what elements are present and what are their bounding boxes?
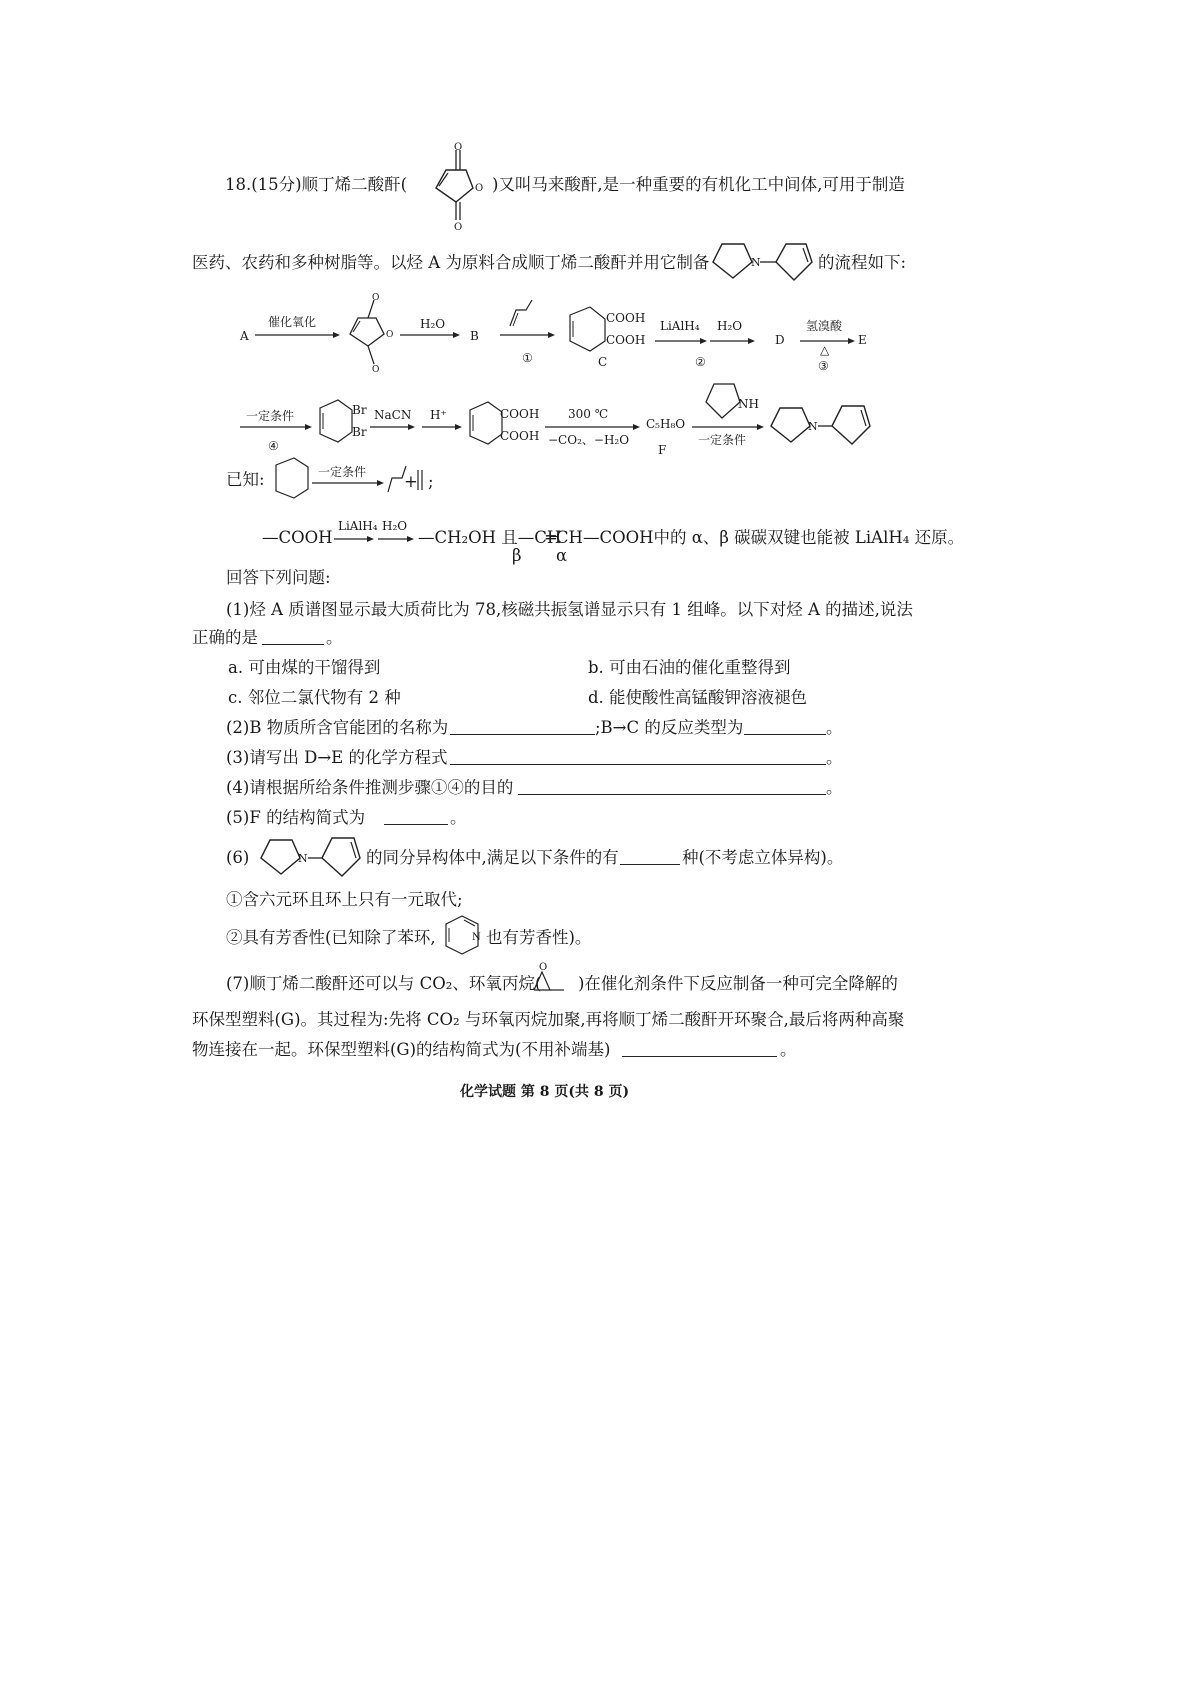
q7-line2: 环保型塑料(G)。其过程为:先将 CO₂ 与环氧丙烷加聚,再将顺丁烯二酸酐开环聚合,最后将两种高聚: [192, 1010, 905, 1029]
compound-a: A: [240, 329, 249, 343]
question-intro-line2-part1: 医药、农药和多种树脂等。以烃 A 为原料合成顺丁烯二酸酐并用它制备: [192, 253, 710, 272]
hbr-label: 氢溴酸: [806, 319, 843, 333]
known-lialh4: LiAlH₄: [338, 519, 378, 533]
q7-end: 。: [780, 1040, 797, 1059]
dibromo-cyclohexene-structure: [312, 398, 356, 446]
q7-line1-b: )在催化剂条件下反应制备一种可完全降解的: [578, 974, 898, 993]
product-structure-scheme: [766, 400, 876, 452]
q1-answer-blank[interactable]: [262, 628, 324, 648]
q3-end: 。: [826, 748, 843, 767]
ethylene-known: [416, 470, 426, 492]
q7-blank[interactable]: [622, 1040, 777, 1060]
alpha-label: α: [556, 546, 568, 565]
q6-cond2-a: ②具有芳香性(已知除了苯环,: [226, 928, 436, 947]
compound-c: C: [598, 355, 608, 369]
arrow-h2o: [400, 330, 460, 340]
compound-d: D: [775, 333, 785, 347]
q2-blank1[interactable]: [450, 718, 595, 738]
cooh-c2: COOH: [606, 333, 646, 347]
nh-label: NH: [738, 397, 759, 411]
butadiene-structure: [506, 298, 536, 328]
h2o-label: H₂O: [420, 317, 446, 331]
formula-f: C₅H₈O: [646, 417, 686, 431]
q1-option-d: d. 能使酸性高锰酸钾溶液褪色: [588, 688, 808, 707]
lialh4-label: LiAlH₄: [660, 319, 700, 333]
known-plus: +: [404, 472, 418, 491]
cat-ox-label: 催化氧化: [268, 315, 317, 329]
page-footer: 化学试题 第 8 页(共 8 页): [460, 1084, 630, 1100]
minus-label: −CO₂、−H₂O: [548, 433, 630, 447]
br2-label: Br: [352, 425, 367, 439]
question-intro-part2: )又叫马来酸酐,是一种重要的有机化工中间体,可用于制造: [492, 175, 905, 194]
maleic-anhydride-structure: [418, 140, 493, 233]
o-atom-s2: O: [372, 365, 380, 375]
answer-header: 回答下列问题:: [226, 568, 331, 587]
propylene-oxide-structure: [530, 960, 574, 994]
q7-line1-a: (7)顺丁烯二酸酐还可以与 CO₂、环氧丙烷(: [226, 974, 542, 993]
arrow-hplus: [422, 422, 462, 432]
q1-text2: 正确的是: [192, 628, 258, 647]
br1-label: Br: [352, 403, 367, 417]
o-atom-ring: O: [475, 183, 484, 194]
beta-label: β: [512, 546, 522, 565]
q6-blank[interactable]: [620, 848, 680, 868]
known-label: 已知:: [226, 470, 265, 489]
arrow-step1: [500, 330, 555, 340]
known-line2-mid: —CH₂OH 且—CH: [418, 528, 562, 547]
arrow-known: [312, 478, 384, 488]
question-intro-line2-part2: 的流程如下:: [818, 253, 907, 272]
q1-option-c: c. 邻位二氯代物有 2 种: [228, 688, 401, 707]
step3-label: ③: [818, 359, 829, 373]
step1-label: ①: [522, 351, 533, 365]
q7-line3: 物连接在一起。环保型塑料(G)的结构简式为(不用补端基): [192, 1040, 611, 1059]
q2-part1: (2)B 物质所含官能团的名称为: [226, 718, 449, 737]
q2-end: 。: [826, 718, 843, 737]
step4-label: ④: [268, 439, 279, 453]
q2-part2: ;B→C 的反应类型为: [595, 718, 744, 737]
cooh-c1: COOH: [606, 311, 646, 325]
q1-text: (1)烃 A 质谱图显示最大质荷比为 78,核磁共振氢谱显示只有 1 组峰。以下对烃 A 的描述,说法: [226, 600, 913, 619]
temp-label: 300 ℃: [568, 407, 609, 421]
q4-blank[interactable]: [518, 778, 826, 798]
target-product-structure: [708, 236, 818, 288]
hplus-label: H⁺: [430, 408, 447, 422]
compound-b: B: [470, 329, 479, 343]
q3-blank[interactable]: [450, 748, 826, 768]
question-intro-part1: 18.(15分)顺丁烯二酸酐(: [225, 175, 408, 194]
cond2-label: 一定条件: [698, 433, 747, 447]
known-semicolon: ;: [428, 472, 434, 491]
q5-text: (5)F 的结构简式为: [226, 808, 366, 827]
q1-option-a: a. 可由煤的干馏得到: [228, 658, 381, 677]
n-atom-pyridine: N: [472, 932, 481, 943]
n-atom-scheme: N: [808, 420, 818, 433]
arrow-step4: [240, 422, 312, 432]
arrow-step2: [655, 336, 755, 346]
q6-mid: 的同分异构体中,满足以下条件的有: [366, 848, 619, 867]
q5-blank[interactable]: [384, 808, 448, 828]
q1-option-b: b. 可由石油的催化重整得到: [588, 658, 791, 677]
n-atom: N: [751, 256, 761, 269]
o-atom-s3: O: [386, 330, 394, 340]
known-h2o: H₂O: [382, 519, 408, 533]
cooh-4: COOH: [500, 429, 540, 443]
cooh-3: COOH: [500, 407, 540, 421]
arrow-known-2: [334, 534, 414, 544]
known-line2-left: —COOH: [262, 528, 333, 547]
arrow-cat-ox: [255, 330, 340, 340]
q6-structure: [256, 832, 366, 884]
o-atom-epoxide: O: [539, 962, 548, 973]
o-atom-top: O: [454, 142, 463, 153]
cyclohexene-known-structure: [268, 456, 312, 502]
o-atom-bottom: O: [454, 222, 463, 233]
q2-blank2[interactable]: [744, 718, 826, 738]
nacn-label: NaCN: [374, 408, 412, 422]
q6-cond1: ①含六元环且环上只有一元取代;: [226, 890, 463, 909]
q3-text: (3)请写出 D→E 的化学方程式: [226, 748, 448, 767]
q6-end: 种(不考虑立体异构)。: [682, 848, 844, 867]
cyclohexene-dicarboxylic-structure: [560, 305, 608, 355]
q6-lead: (6): [226, 848, 250, 867]
pyridine-structure: [438, 914, 486, 958]
arrow-nacn: [370, 422, 415, 432]
h2o-label-2: H₂O: [717, 319, 743, 333]
compound-e: E: [858, 333, 867, 347]
cond-label: 一定条件: [246, 409, 295, 423]
q1-end: 。: [326, 628, 343, 647]
delta-label: △: [820, 343, 830, 357]
o-atom-s1: O: [372, 293, 380, 303]
n-atom-q6: N: [298, 852, 308, 865]
q4-text: (4)请根据所给条件推测步骤①④的目的: [226, 778, 514, 797]
step2-label: ②: [695, 355, 706, 369]
q4-end: 。: [826, 778, 843, 797]
known-cond: 一定条件: [318, 465, 367, 479]
known-line2-eq: ═CH—COOH中的 α、β 碳碳双键也能被 LiAlH₄ 还原。: [546, 528, 965, 547]
compound-f: F: [658, 443, 667, 457]
q5-end: 。: [450, 808, 467, 827]
q6-cond2-b: 也有芳香性)。: [486, 928, 592, 947]
